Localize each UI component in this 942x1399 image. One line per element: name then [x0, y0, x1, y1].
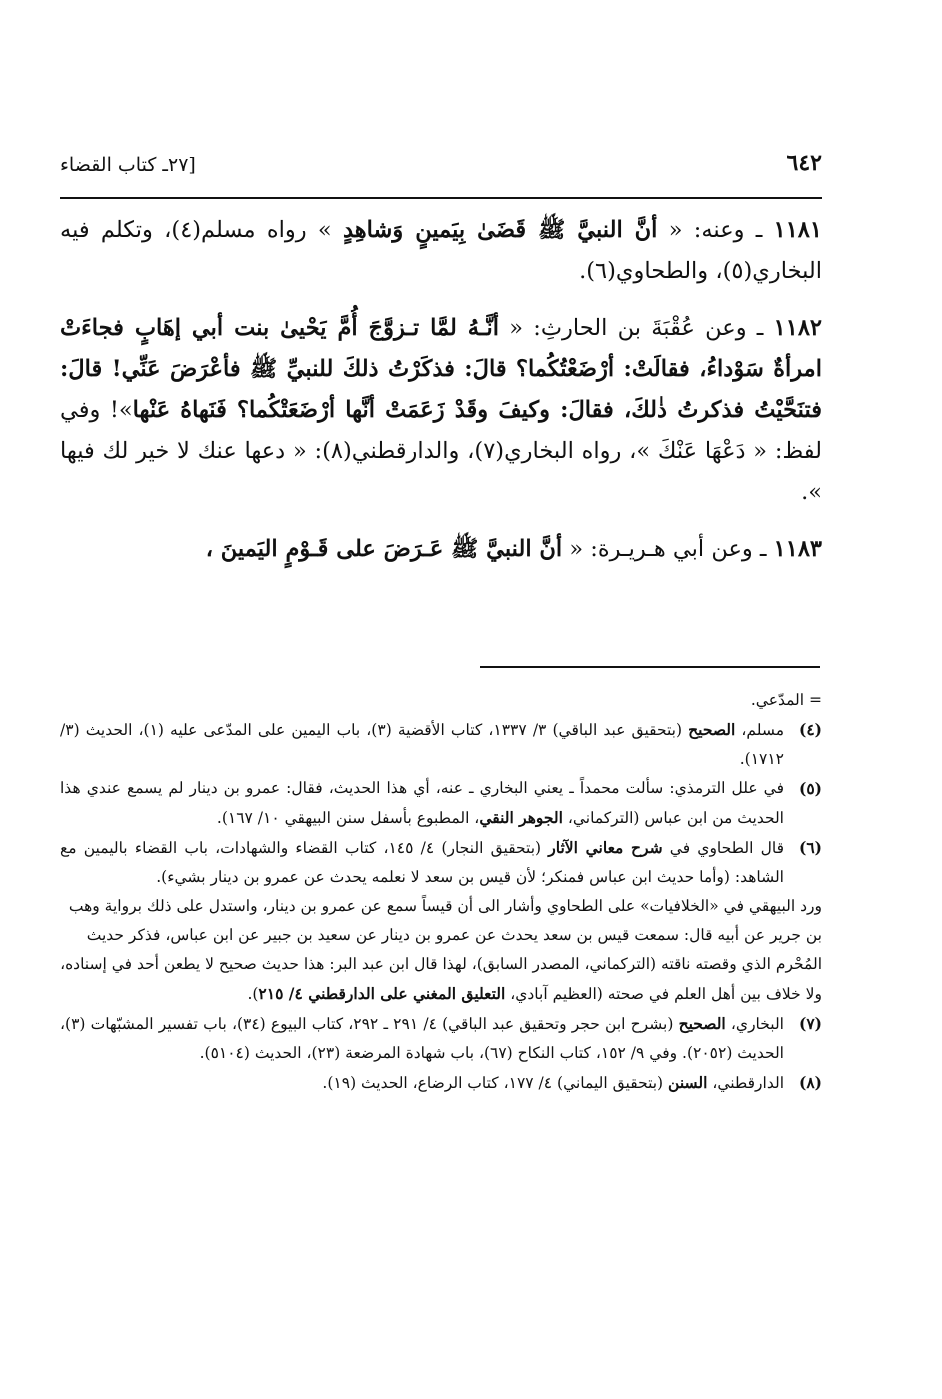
header-rule	[60, 197, 822, 199]
footnote-source-title: شرح معاني الآثار	[548, 838, 663, 857]
footnote-label: (٦)	[798, 838, 822, 857]
footnote-text: ، المطبوع بأسفل سنن البيهقي ١٠/ ١٦٧).	[216, 809, 480, 827]
footnote-7	[60, 1009, 822, 1068]
hadith-tail: »! وفي لفظ: « دَعْهَا عَنْكَ »، رواه البخاري(٧)، والدارقطني(٨): « دعها عنك لا خير لك فيها ».	[60, 397, 822, 505]
hadith-lead: ـ وعنه: «	[657, 217, 774, 243]
main-text	[60, 210, 822, 570]
hadith-matn: أنَّ النبيَّ ﷺ عَـرَضَ على قَـوْمٍ اليَمينَ ،	[205, 536, 563, 562]
hadith-matn: أنَّـهُ لمَّا تـزوَّجَ أُمَّ يَحْيىٰ بنت أبي إهَابٍ فجاءَتْ امرأةٌ سَوْداءُ، فقالَتْ: أرْضَعْتُكُما؟ قالَ: فذكَرْتُ ذلكَ للنبيِّ ﷺ فأعْرَضَ عَنِّي! قالَ: فتنَحَّيْتُ فذكرتُ ذٰلكَ، فقالَ: وكيفَ وقَدْ زَعَمَتْ أنَّها أرْضَعَتْكُما؟ فَنَهاهُ عَنْها	[60, 315, 822, 423]
hadith-matn: أنَّ النبيَّ ﷺ قَضَىٰ بِيَمينٍ وَشاهِدٍ	[342, 217, 658, 243]
footnote-text: الدارقطني،	[707, 1074, 784, 1092]
hadith-lead: ـ وعن أبي هـريـرة: «	[562, 536, 774, 562]
footnote-5	[60, 774, 822, 833]
footnote-label: (٨)	[798, 1073, 822, 1092]
footnote-text: البخاري،	[725, 1015, 784, 1033]
footnote-text: في علل الترمذي: سألت محمداً ـ يعني البخاري ـ عنه، أي هذا الحديث، فقال: عمرو بن دينار لم يسمع عندي هذا الحديث من ابن عباس (التركماني،	[60, 779, 784, 827]
page-number: ٦٤٢	[786, 150, 822, 176]
footnote-label: (٤)	[798, 720, 822, 739]
footnote-source-title: الصحيح	[678, 1014, 726, 1033]
footnote-8	[60, 1068, 822, 1098]
hadith-1182	[60, 308, 822, 513]
footnote-6	[60, 833, 822, 892]
hadith-tail: » رواه مسلم(٤)، وتكلم فيه البخاري(٥)، والطحاوي(٦).	[60, 217, 822, 284]
running-header	[60, 150, 822, 190]
footnote-text: قال الطحاوي في	[662, 839, 784, 857]
chapter-title: [٢٧ـ كتاب القضاء	[60, 154, 196, 176]
footnote-label: (٥)	[798, 779, 822, 798]
footnotes	[60, 686, 822, 1098]
footnote-carry-over: = المدّعي.	[750, 691, 822, 709]
footnote-text: (بشرح ابن حجر وتحقيق عبد الباقي) ٤/ ٢٩١ ـ ٢٩٢، كتاب البيوع (٣٤)، باب تفسير المشبّهات (٣)، الحديث (٢٠٥٢). وفي ٩/ ١٥٢، كتاب النكاح (٦٧)، باب شهادة المرضعة (٢٣)، الحديث (٥١٠٤).	[60, 1015, 784, 1062]
footnote-source-title: التعليق المغني على الدارقطني ٤/ ٢١٥	[258, 984, 506, 1003]
footnote-rule	[480, 666, 820, 668]
footnote-text: (بتحقيق اليماني) ٤/ ١٧٧، كتاب الرضاع، الحديث (١٩).	[322, 1074, 669, 1092]
hadith-lead: ـ وعن عُقْبَةَ بن الحارثِ: «	[498, 315, 774, 341]
hadith-number: ١١٨٣	[773, 536, 822, 562]
footnote-4	[60, 715, 822, 774]
footnote-source-title: الصحيح	[688, 720, 736, 739]
hadith-number: ١١٨٢	[773, 315, 822, 341]
hadith-1183	[60, 529, 822, 570]
footnote-text: ).	[247, 985, 259, 1003]
footnote-source-title: السنن	[668, 1073, 708, 1092]
footnote-text: ورد البيهقي في «الخلافيات» على الطحاوي وأشار الى أن قيساً سمع عن عمرو بن دينار، واستدل على ذلك برواية وهب بن جرير عن أبيه قال: سمعت قيس بن سعد يحدث عن عمرو بن دينار عن سعيد بن جبير عن ابن عباس، فذكر حديث المُحْرم الذي وقصته ناقته (التركماني، المصدر السابق)، لهذا قال ابن عبد البر: هذا حديث صحيح لا يطعن أحد في إسناده، ولا خلاف بين أهل العلم في صحته (العظيم آبادي،	[60, 897, 822, 1003]
hadith-1181	[60, 210, 822, 292]
footnote-source-title: الجوهر النقي	[479, 808, 563, 827]
footnote-6-continuation	[60, 892, 822, 1009]
footnote-text: (بتحقيق عبد الباقي) ٣/ ١٣٣٧، كتاب الأقضية (٣)، باب اليمين على المدّعى عليه (١)، الحديث (٣/ ١٧١٢).	[60, 721, 784, 768]
footnote-text: (بتحقيق النجار) ٤/ ١٤٥، كتاب القضاء والشهادات، باب القضاء باليمين مع الشاهد: (وأما حديث ابن عباس فمنكر؛ لأن قيس بن سعد لا نعلمه يحدث عن عمرو بن دينار بشيء).	[60, 839, 784, 886]
hadith-number: ١١٨١	[773, 217, 822, 243]
footnote-label: (٧)	[798, 1014, 822, 1033]
footnote-text: مسلم،	[735, 721, 784, 739]
